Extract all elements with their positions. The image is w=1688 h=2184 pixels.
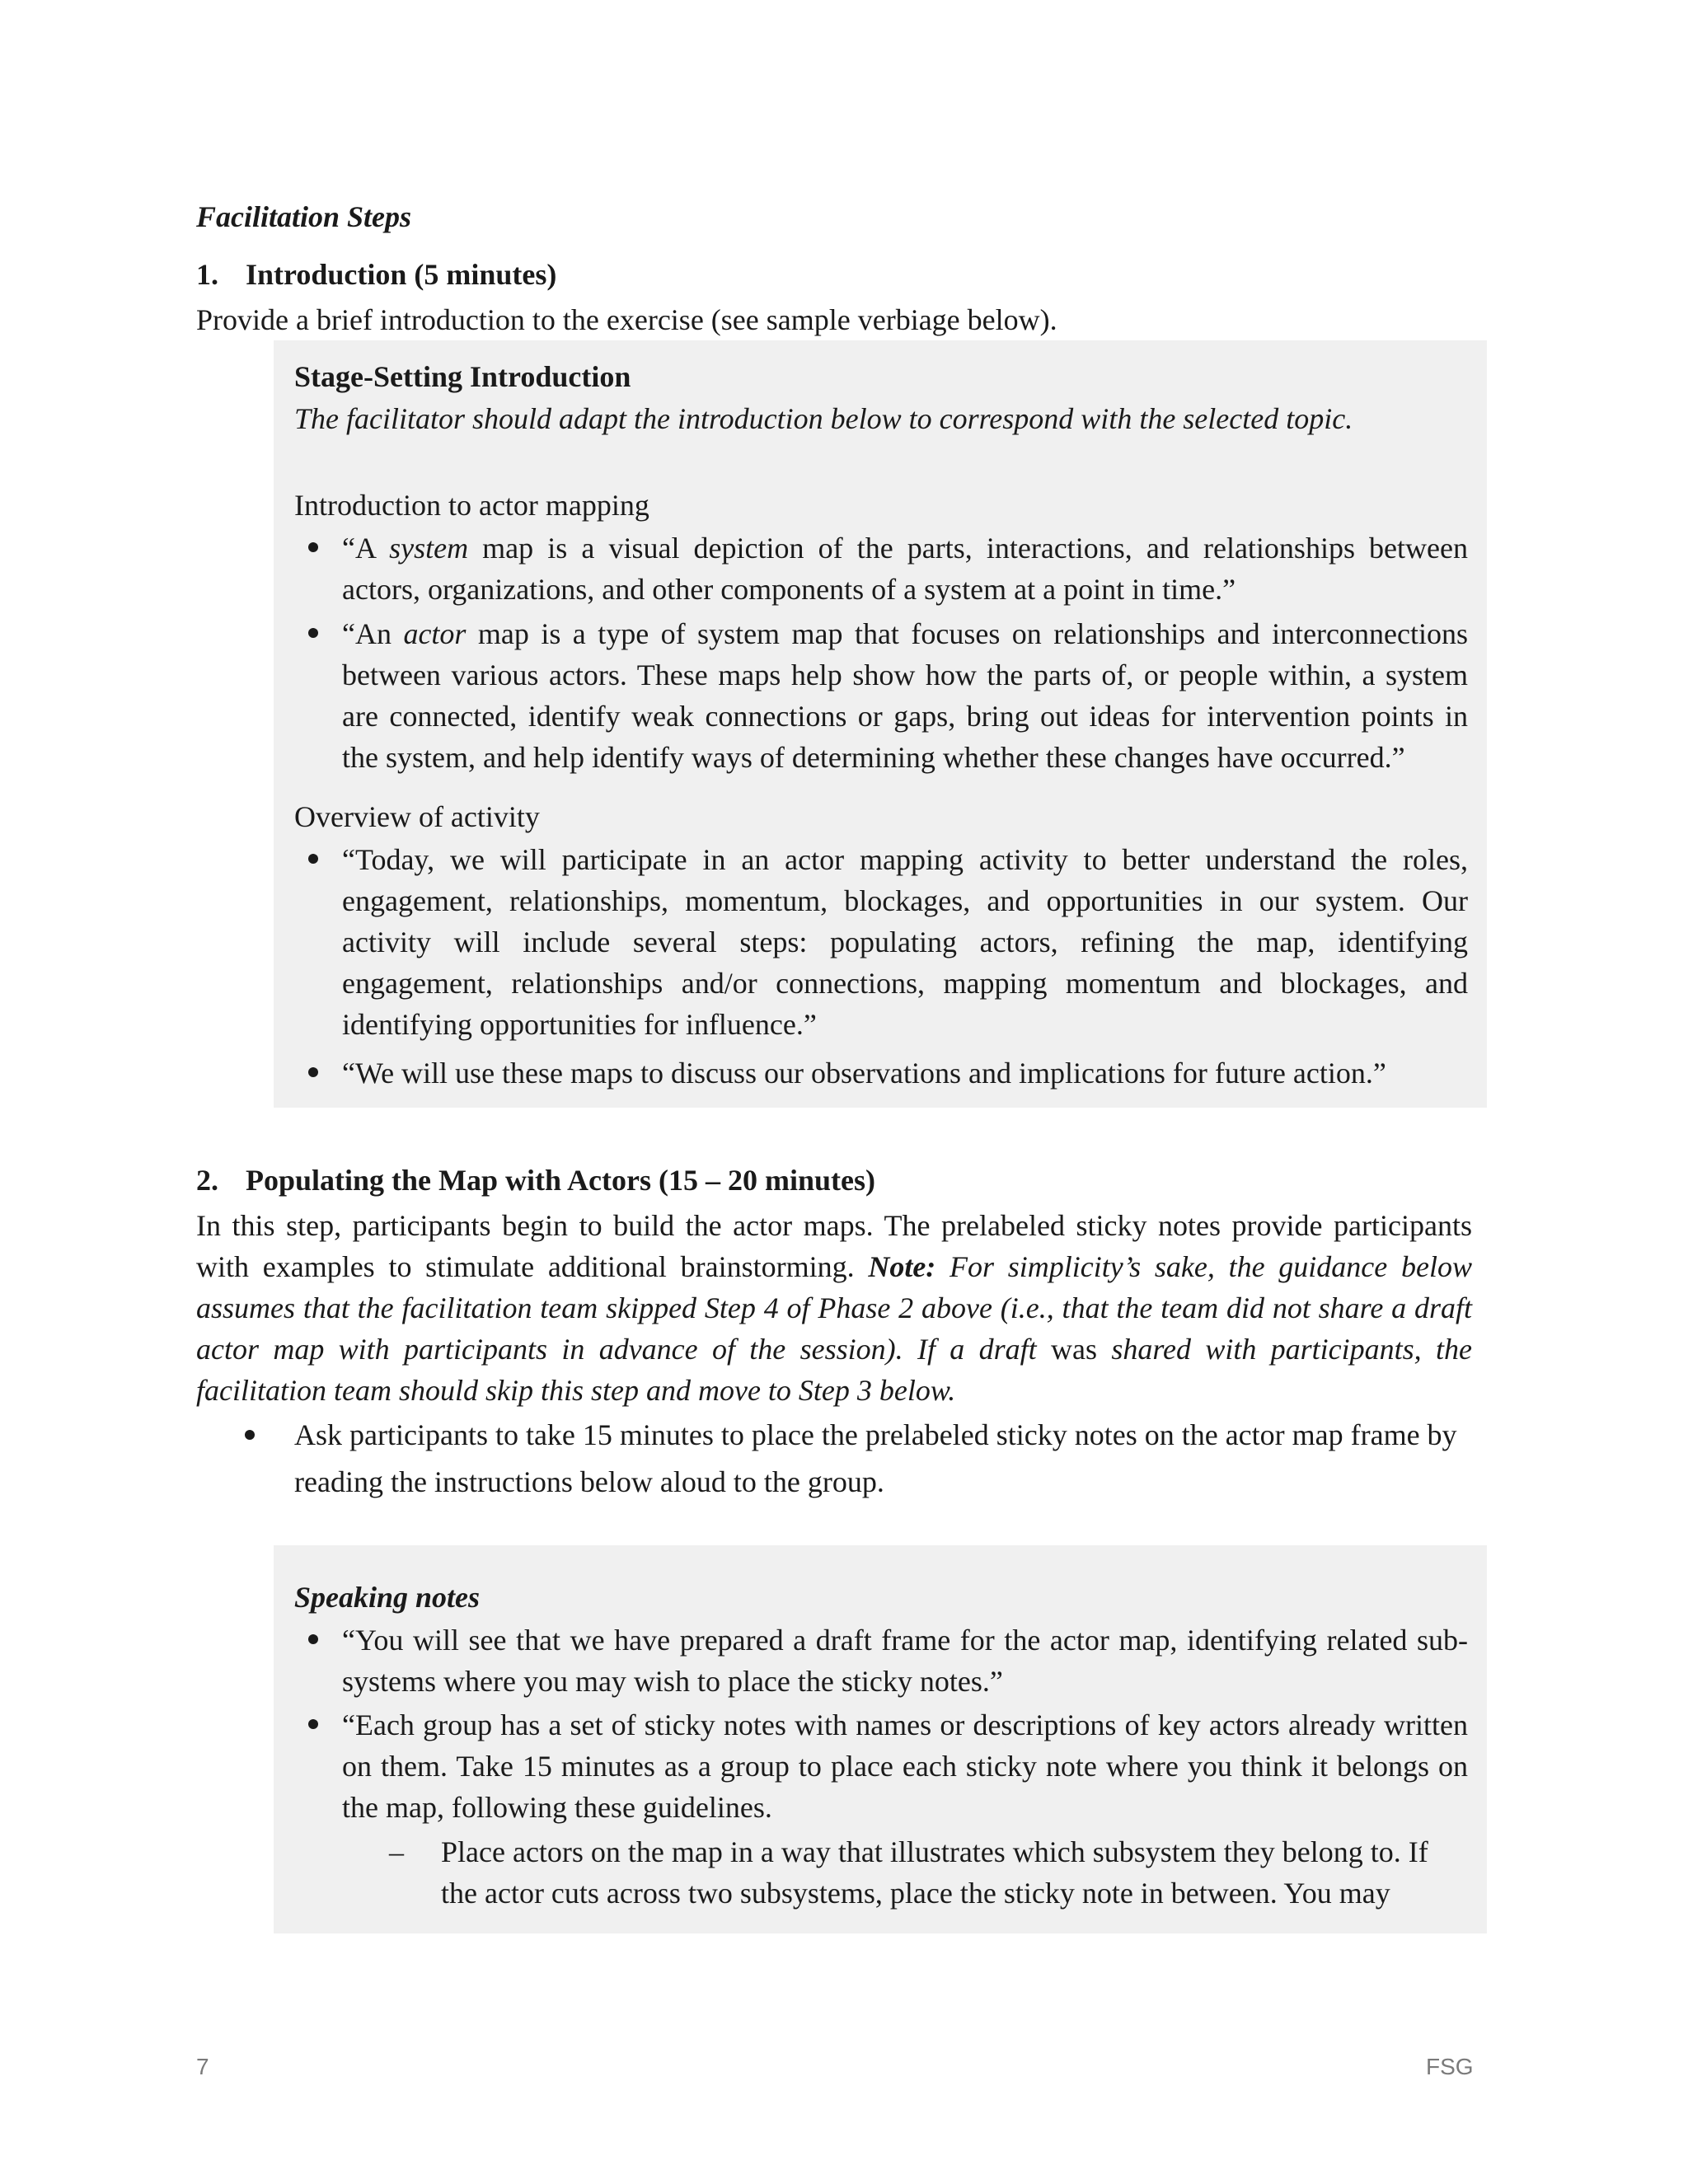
para-line: facilitation team should skip this step and move to Step 3 below.: [196, 1374, 956, 1407]
bullet-dot: [308, 542, 318, 552]
subhead-intro-actor-mapping: Introduction to actor mapping: [294, 489, 649, 522]
bullet-sticky-notes: [342, 1704, 1468, 1828]
bullet-actor-map: [342, 613, 1468, 778]
bullet-dot: [308, 1067, 318, 1077]
bullet-today: [342, 839, 1468, 1045]
stage-setting-subtitle: The facilitator should adapt the introduction below to correspond with the selected topic.: [294, 402, 1353, 435]
bullet-dot: [308, 1719, 318, 1729]
bullet-dot: [308, 854, 318, 864]
bullet-line: engagement, relationships and/or connections, mapping momentum and blockages, and: [342, 967, 1468, 1000]
para-line: In this step, participants begin to build the actor maps. The prelabeled sticky notes provide participants: [196, 1209, 1472, 1242]
para-line: with examples to stimulate additional brainstorming. Note: For simplicity’s sake, the guidance below: [196, 1250, 1472, 1283]
sub-bullet-place-actors: [441, 1831, 1428, 1914]
footer-org: FSG: [1426, 2054, 1474, 2079]
speaking-notes-title: Speaking notes: [294, 1581, 481, 1614]
bullet-line: engagement, relationships, momentum, blockages, and opportunities in our system. Our: [342, 884, 1468, 917]
bullet-line: “A system map is a visual depiction of the parts, interactions, and relationships between: [342, 532, 1468, 565]
step2-heading: [196, 1160, 875, 1201]
bullet-line: identifying opportunities for influence.”: [342, 1008, 817, 1041]
bullet-line: Place actors on the map in a way that illustrates which subsystem they belong to. If: [441, 1835, 1428, 1868]
bullet-line: systems where you may wish to place the sticky notes.”: [342, 1665, 1003, 1698]
step2-number: 2.: [196, 1164, 218, 1197]
bullet-line: “Each group has a set of sticky notes with names or descriptions of key actors already written: [342, 1708, 1468, 1741]
bullet-line: the map, following these guidelines.: [342, 1791, 772, 1824]
subhead-overview-activity: Overview of activity: [294, 800, 540, 833]
bullet-dot: [245, 1430, 255, 1440]
bullet-line: activity will include several steps: populating actors, refining the map, identifying: [342, 926, 1468, 958]
bullet-line: between various actors. These maps help show how the parts of, or people within, a system: [342, 658, 1468, 691]
para-line: actor map with participants in advance of the session). If a draft was shared with participants, the: [196, 1333, 1472, 1366]
bullet-use-maps: “We will use these maps to discuss our observations and implications for future action.”: [342, 1057, 1386, 1090]
bullet-dot: [308, 628, 318, 638]
bullet-line: “You will see that we have prepared a draft frame for the actor map, identifying related sub-: [342, 1624, 1468, 1657]
bullet-draft-frame: [342, 1619, 1468, 1702]
bullet-line: the system, and help identify ways of determining whether these changes have occurred.”: [342, 741, 1405, 774]
step2-paragraph: [196, 1205, 1472, 1411]
bullet-line: the actor cuts across two subsystems, place the sticky note in between. You may: [441, 1877, 1390, 1910]
bullet-line: “An actor map is a type of system map that focuses on relationships and interconnections: [342, 617, 1468, 650]
bullet-line: are connected, identify weak connections or gaps, bring out ideas for intervention points in: [342, 700, 1468, 733]
bullet-system-map: [342, 527, 1468, 610]
bullet-line: Ask participants to take 15 minutes to place the prelabeled sticky notes on the actor map frame by: [294, 1418, 1457, 1451]
section-title: Facilitation Steps: [196, 200, 412, 233]
bullet-line: “Today, we will participate in an actor mapping activity to better understand the roles,: [342, 843, 1468, 876]
stage-setting-title: Stage-Setting Introduction: [294, 360, 631, 393]
bullet-line: on them. Take 15 minutes as a group to place each sticky note where you think it belongs on: [342, 1750, 1468, 1783]
step1-heading: [196, 254, 556, 295]
bullet-dot: [308, 1634, 318, 1644]
dash-bullet: –: [389, 1835, 404, 1868]
step2-title: Populating the Map with Actors (15 – 20 minutes): [246, 1164, 875, 1197]
step2-bullet: [294, 1412, 1457, 1506]
para-line: assumes that the facilitation team skipped Step 4 of Phase 2 above (i.e., that the team did not share a draft: [196, 1291, 1472, 1324]
step1-number: 1.: [196, 258, 218, 291]
bullet-line: actors, organizations, and other components of a system at a point in time.”: [342, 573, 1236, 606]
step1-intro: Provide a brief introduction to the exercise (see sample verbiage below).: [196, 303, 1057, 336]
bullet-line: reading the instructions below aloud to the group.: [294, 1465, 884, 1498]
step1-title: Introduction (5 minutes): [246, 258, 557, 291]
page-number: 7: [196, 2054, 209, 2079]
